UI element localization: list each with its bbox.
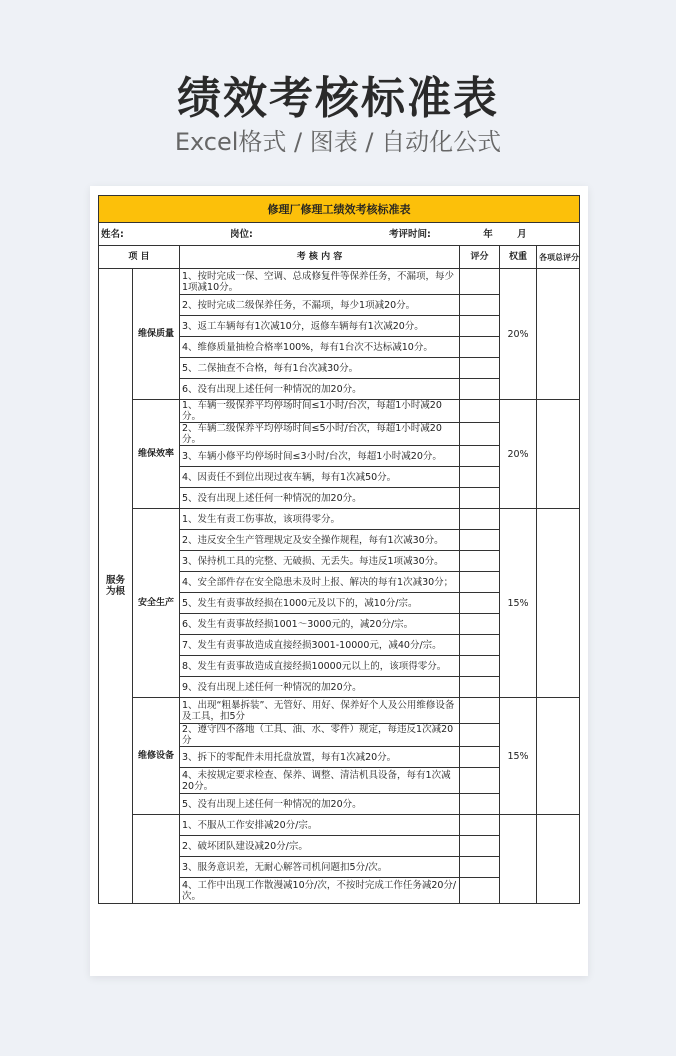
criterion-cell: 9、没有出现上述任何一种情况的加20分。: [180, 677, 460, 698]
criterion-cell: 3、拆下的零配件未用托盘放置，每有1次减20分。: [180, 747, 460, 768]
criterion-cell: 3、保持机工具的完整、无破损、无丢失。每违反1项减30分。: [180, 551, 460, 572]
name-label: 姓名:: [101, 228, 124, 240]
criterion-cell: 1、出现“粗暴拆装”、无管好、用好、保养好个人及公用维修设备及工具，扣5分: [180, 698, 460, 724]
table-row: [99, 698, 580, 724]
score-cell[interactable]: [460, 593, 500, 614]
criterion-cell: 5、没有出现上述任何一种情况的加20分。: [180, 488, 460, 509]
score-cell[interactable]: [460, 295, 500, 316]
header-score: 评分: [460, 246, 500, 269]
appraisal-table: [98, 195, 580, 904]
table-row: [99, 815, 580, 836]
criterion-cell: 2、车辆二级保养平均停场时间≤5小时/台次，每超1小时减20分。: [180, 423, 460, 446]
criterion-cell: 5、发生有责事故经损在1000元及以下的，减10分/宗。: [180, 593, 460, 614]
score-cell[interactable]: [460, 269, 500, 295]
weight-cell: [500, 815, 537, 904]
spreadsheet-preview: [90, 186, 588, 976]
criterion-cell: 4、安全部件存在安全隐患未及时上报、解决的每有1次减30分；: [180, 572, 460, 593]
score-cell[interactable]: [460, 358, 500, 379]
weight-cell: 20%: [500, 400, 537, 509]
criterion-cell: 4、因责任不到位出现过夜车辆，每有1次减50分。: [180, 467, 460, 488]
criterion-cell: 5、二保抽查不合格，每有1台次减30分。: [180, 358, 460, 379]
month-label: 月: [517, 228, 527, 240]
score-cell[interactable]: [460, 724, 500, 747]
group-name-cell: 维修设备: [133, 698, 180, 815]
criterion-cell: 7、发生有责事故造成直接经损3001-10000元，减40分/宗。: [180, 635, 460, 656]
header-content: 考 核 内 容: [180, 246, 460, 269]
score-cell[interactable]: [460, 747, 500, 768]
score-cell[interactable]: [460, 635, 500, 656]
score-cell[interactable]: [460, 614, 500, 635]
score-cell[interactable]: [460, 316, 500, 337]
criterion-cell: 2、违反安全生产管理规定及安全操作规程，每有1次减30分。: [180, 530, 460, 551]
score-cell[interactable]: [460, 509, 500, 530]
score-cell[interactable]: [460, 530, 500, 551]
score-cell[interactable]: [460, 423, 500, 446]
group-name-cell: [133, 815, 180, 904]
criterion-cell: 3、车辆小修平均停场时间≤3小时/台次，每超1小时减20分。: [180, 446, 460, 467]
total-cell[interactable]: [537, 815, 580, 904]
header-total: 各项总评分: [537, 246, 580, 269]
page-subtitle: Excel格式 / 图表 / 自动化公式: [174, 128, 502, 156]
position-label: 岗位:: [230, 228, 253, 240]
criterion-cell: 2、按时完成二级保养任务，不漏项，每少1项减20分。: [180, 295, 460, 316]
score-cell[interactable]: [460, 677, 500, 698]
eval-time-label: 考评时间:: [389, 228, 431, 240]
criterion-cell: 3、返工车辆每有1次减10分，返修车辆每有1次减20分。: [180, 316, 460, 337]
score-cell[interactable]: [460, 815, 500, 836]
category-cell: 服务为根: [99, 269, 133, 904]
total-cell[interactable]: [537, 509, 580, 698]
weight-cell: 15%: [500, 509, 537, 698]
score-cell[interactable]: [460, 768, 500, 794]
criterion-cell: 5、没有出现上述任何一种情况的加20分。: [180, 794, 460, 815]
criterion-cell: 1、按时完成一保、空调、总成修复件等保养任务，不漏项，每少1项减10分。: [180, 269, 460, 295]
criterion-cell: 4、维修质量抽检合格率100%，每有1台次不达标减10分。: [180, 337, 460, 358]
criterion-cell: 2、破坏团队建设减20分/宗。: [180, 836, 460, 857]
criterion-cell: 1、不服从工作安排减20分/宗。: [180, 815, 460, 836]
score-cell[interactable]: [460, 446, 500, 467]
group-name-cell: 维保质量: [133, 269, 180, 400]
header-row: [99, 246, 580, 269]
weight-cell: 15%: [500, 698, 537, 815]
header-project: 项 目: [99, 246, 180, 269]
total-cell[interactable]: [537, 269, 580, 400]
table-row: [99, 269, 580, 295]
score-cell[interactable]: [460, 836, 500, 857]
score-cell[interactable]: [460, 379, 500, 400]
year-label: 年: [483, 228, 493, 240]
score-cell[interactable]: [460, 551, 500, 572]
score-cell[interactable]: [460, 467, 500, 488]
criterion-cell: 3、服务意识差，无耐心解答司机问题扣5分/次。: [180, 857, 460, 878]
criterion-cell: 1、车辆一级保养平均停场时间≤1小时/台次，每超1小时减20分。: [180, 400, 460, 423]
total-cell[interactable]: [537, 400, 580, 509]
score-cell[interactable]: [460, 857, 500, 878]
criterion-cell: 6、没有出现上述任何一种情况的加20分。: [180, 379, 460, 400]
score-cell[interactable]: [460, 656, 500, 677]
score-cell[interactable]: [460, 337, 500, 358]
sheet-title: 修理厂修理工绩效考核标准表: [99, 196, 580, 223]
criterion-cell: 6、发生有责事故经损1001～3000元的，减20分/宗。: [180, 614, 460, 635]
criterion-cell: 8、发生有责事故造成直接经损10000元以上的，该项得零分。: [180, 656, 460, 677]
group-name-cell: 安全生产: [133, 509, 180, 698]
header-weight: 权重: [500, 246, 537, 269]
weight-cell: 20%: [500, 269, 537, 400]
score-cell[interactable]: [460, 878, 500, 904]
info-row: [99, 223, 580, 246]
table-row: [99, 400, 580, 423]
table-row: [99, 509, 580, 530]
score-cell[interactable]: [460, 794, 500, 815]
score-cell[interactable]: [460, 488, 500, 509]
total-cell[interactable]: [537, 698, 580, 815]
criterion-cell: 4、未按规定要求检查、保养、调整、清洁机具设备，每有1次减20分。: [180, 768, 460, 794]
page-title: 绩效考核标准表: [177, 73, 499, 124]
score-cell[interactable]: [460, 698, 500, 724]
criterion-cell: 1、发生有责工伤事故，该项得零分。: [180, 509, 460, 530]
score-cell[interactable]: [460, 572, 500, 593]
group-name-cell: 维保效率: [133, 400, 180, 509]
criterion-cell: 2、遵守四不落地（工具、油、水、零件）规定，每违反1次减20分: [180, 724, 460, 747]
criterion-cell: 4、工作中出现工作散漫减10分/次，不按时完成工作任务减20分/次。: [180, 878, 460, 904]
score-cell[interactable]: [460, 400, 500, 423]
